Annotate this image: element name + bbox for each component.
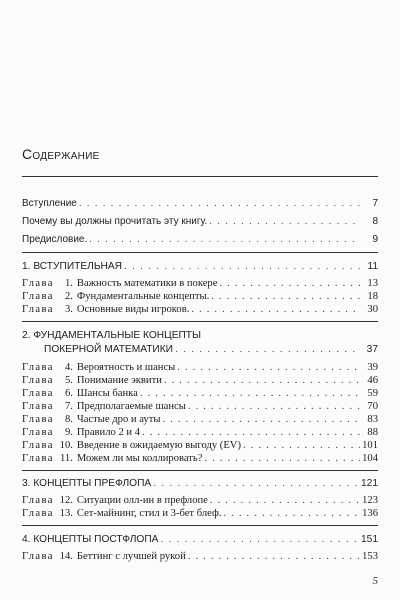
toc-entry-intro: Вступление . . . 7: [22, 197, 378, 210]
toc-part-heading: 3. КОНЦЕПТЫ ПРЕФЛОПА . . . 121: [22, 477, 378, 490]
toc-part-heading: 4. КОНЦЕПТЫ ПОСТФЛОПА . . . 151: [22, 533, 378, 546]
toc-entry-preface: Предисловие. . . . 9: [22, 233, 378, 246]
toc-chapter-entry: Глава 10. Введение в ожидаемую выгоду (EV) . . . 101: [22, 439, 378, 452]
toc-chapter-entry: Глава 6. Шансы банка . . . 59: [22, 387, 378, 400]
toc-chapter-entry: Глава 11. Можем ли мы коллировать? . . . 104: [22, 452, 378, 465]
toc-chapter-entry: Глава 14. Беттинг с лучшей рукой . . . 153: [22, 550, 378, 563]
page-number: 5: [372, 575, 378, 587]
toc-part-heading: 1. ВСТУПИТЕЛЬНАЯ . . . 11: [22, 260, 378, 273]
divider: [22, 252, 378, 253]
toc-chapter-entry: Глава 5. Понимание эквити . . . 46: [22, 374, 378, 387]
toc-chapter-entry: Глава 9. Правило 2 и 4 . . . 88: [22, 426, 378, 439]
toc-chapter-entry: Глава 2. Фундаментальные концепты. . . . 18: [22, 290, 378, 303]
toc-chapter-entry: Глава 12. Ситуации олл-ин в префлопе . . . 123: [22, 494, 378, 507]
toc-chapter-entry: Глава 7. Предполагаемые шансы . . . 70: [22, 400, 378, 413]
toc-title: Содержание: [22, 146, 100, 162]
toc-part-heading-continued: ПОКЕРНОЙ МАТЕМАТИКИ . . . 37: [44, 343, 378, 356]
toc-chapter-entry: Глава 8. Частые дро и ауты . . . 83: [22, 413, 378, 426]
toc-entry-why-read: Почему вы должны прочитать эту книгу. . . . 8: [22, 215, 378, 228]
toc-chapter-entry: Глава 3. Основные виды игроков. . . . 30: [22, 303, 378, 316]
toc-chapter-entry: Глава 1. Важность математики в покере . . . 13: [22, 277, 378, 290]
toc-chapter-entry: Глава 4. Вероятность и шансы . . . 39: [22, 361, 378, 374]
divider: [22, 321, 378, 322]
divider: [22, 176, 378, 177]
toc-chapter-entry: Глава 13. Сет-майнинг, стил и 3-бет блеф. . . . 136: [22, 507, 378, 520]
toc-part-heading: 2. ФУНДАМЕНТАЛЬНЫЕ КОНЦЕПТЫ: [22, 330, 202, 341]
divider: [22, 525, 378, 526]
divider: [22, 470, 378, 471]
